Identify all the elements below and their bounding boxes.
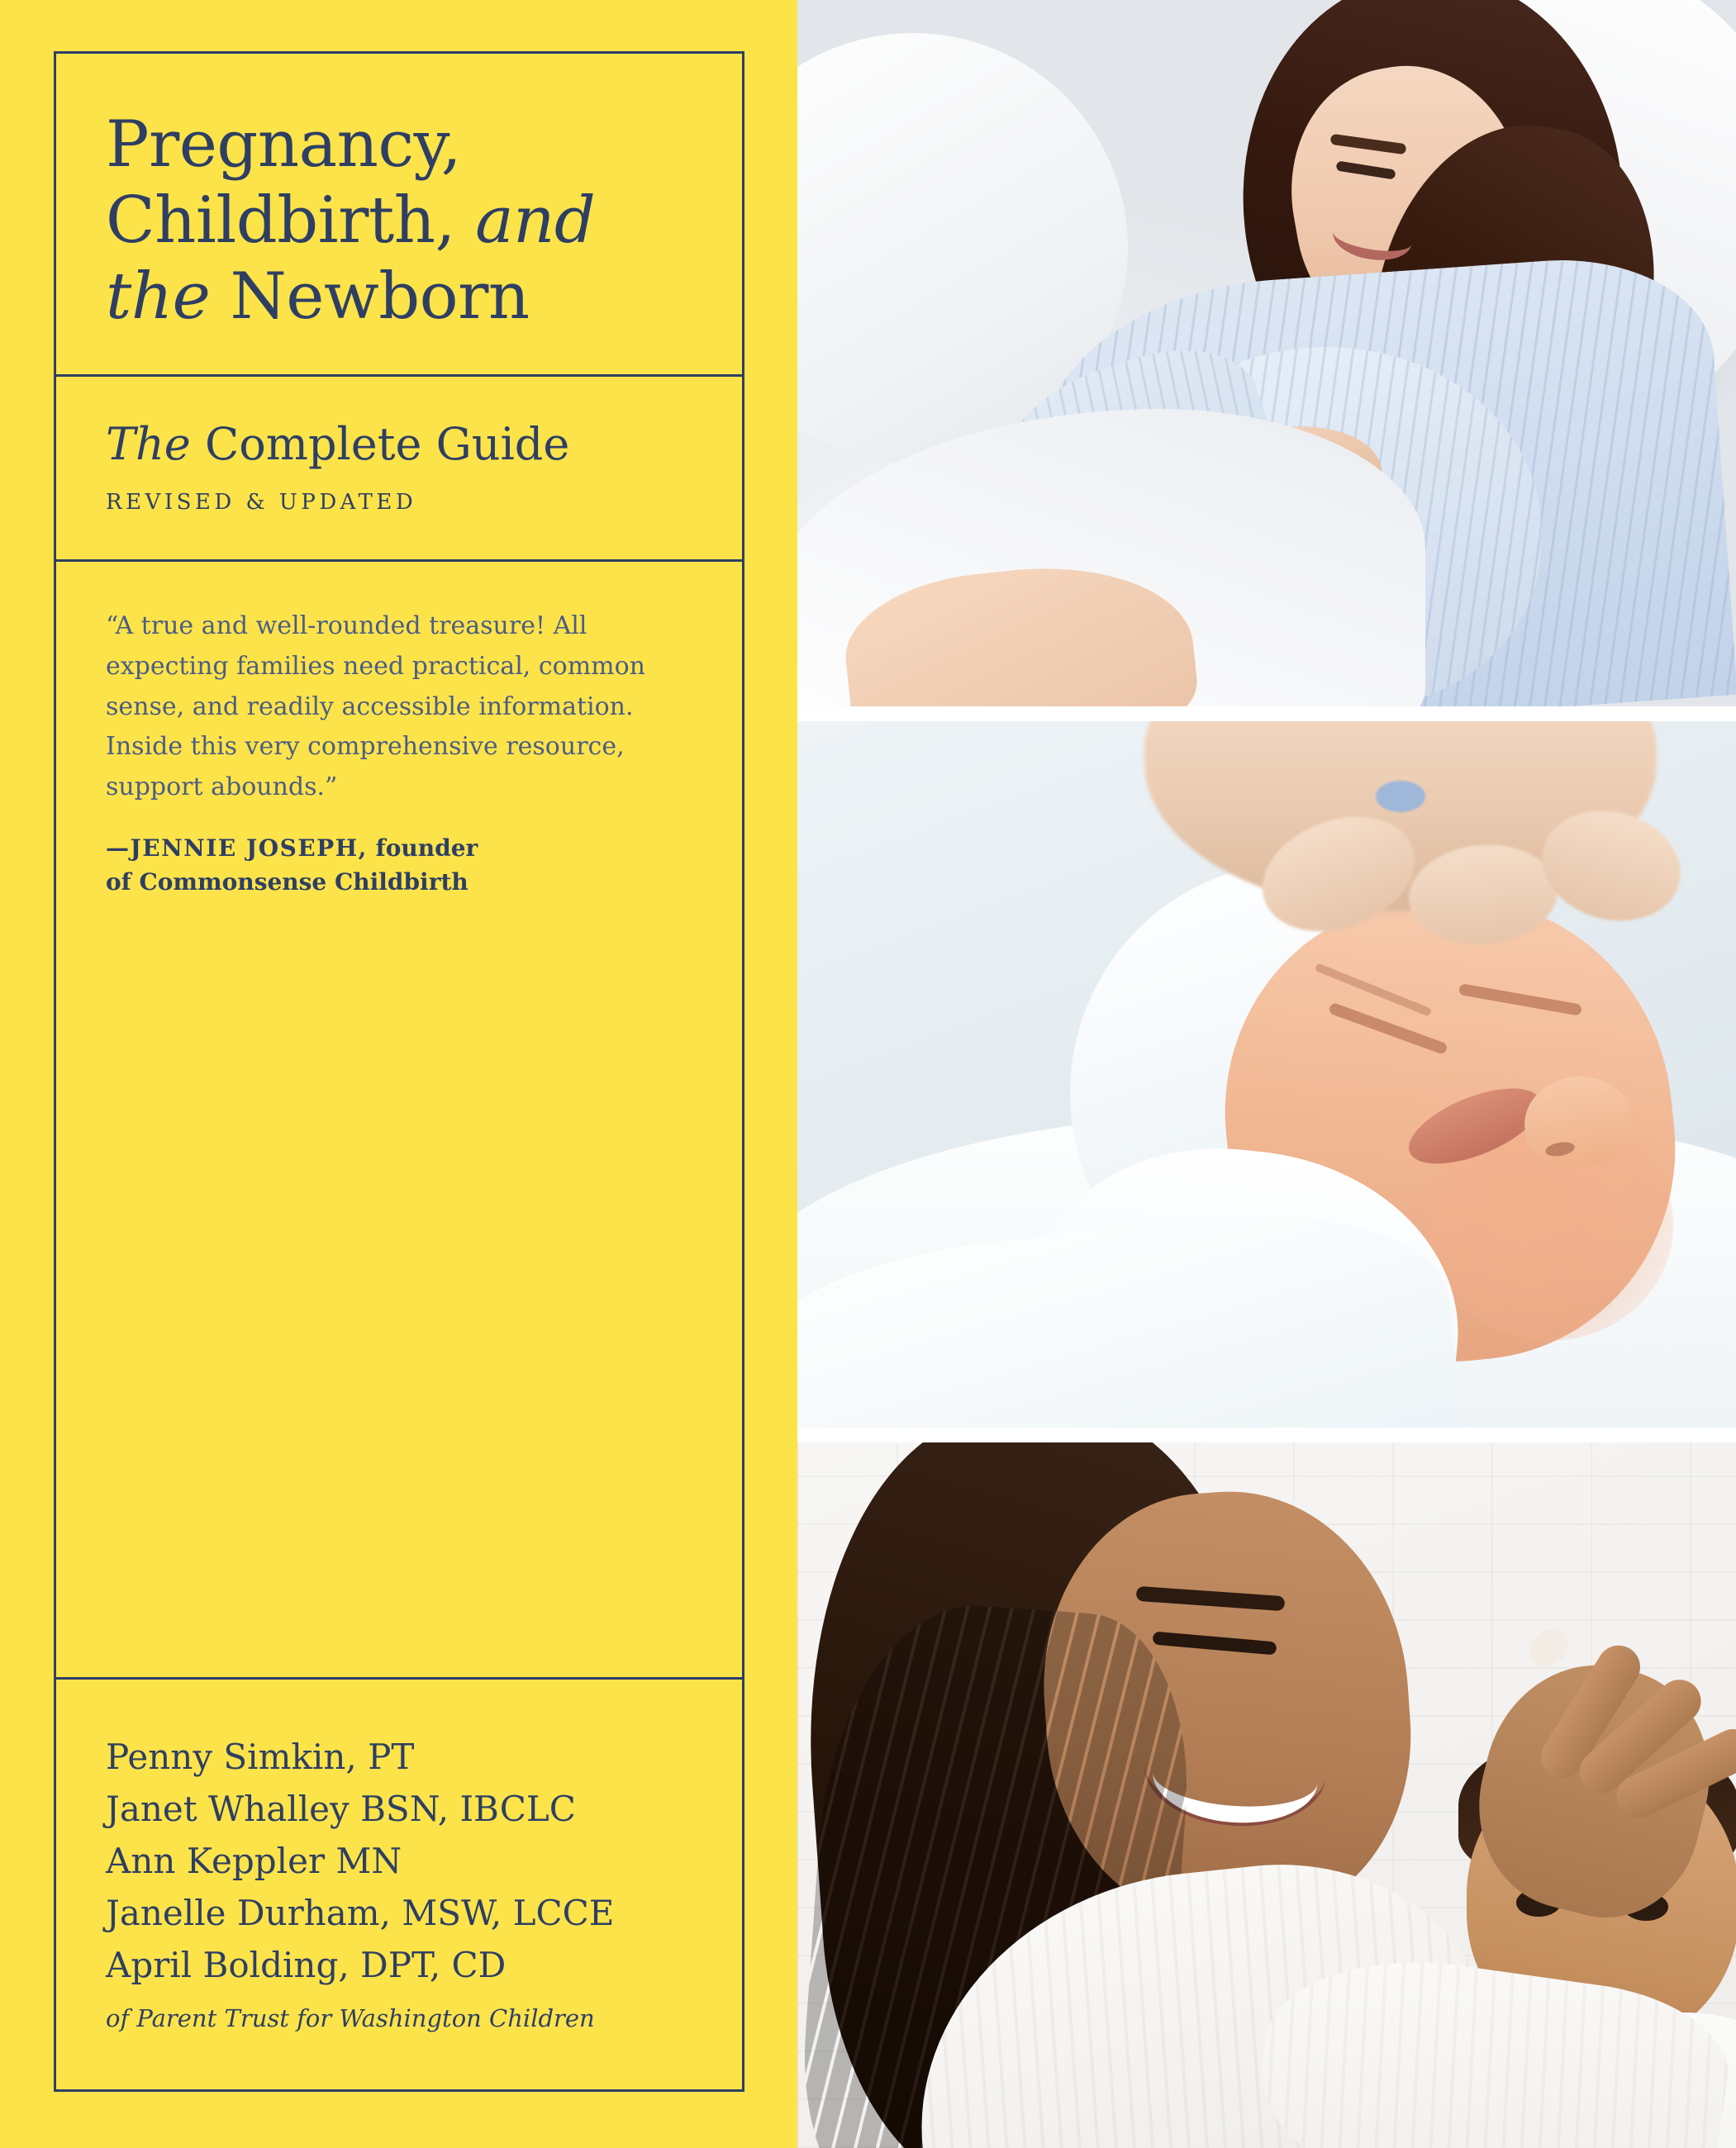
photo-newborn <box>797 721 1736 1428</box>
author-name: Ann Keppler MN <box>106 1841 402 1881</box>
edition-note: REVISED & UPDATED <box>106 490 417 516</box>
blurb-attribution <box>106 832 651 899</box>
title-line-1: Pregnancy, <box>106 107 462 182</box>
subtitle <box>106 418 692 471</box>
title-line-2: Childbirth, <box>106 183 455 259</box>
title-line-2-italic: and <box>475 183 596 259</box>
title-section <box>56 54 742 377</box>
cover-photo-column <box>797 0 1736 2148</box>
subtitle-main: Complete Guide <box>204 418 570 471</box>
authors-section <box>56 1680 742 2089</box>
cover-text-panel <box>0 0 797 2148</box>
author-organization: of Parent Trust for Washington Children <box>106 2004 595 2032</box>
subtitle-section <box>56 377 742 562</box>
subtitle-italic: The <box>106 418 191 471</box>
title-line-3-italic: the <box>106 259 211 335</box>
author-name: April Bolding, DPT, CD <box>106 1945 507 1985</box>
blurb-quote: “A true and well-rounded treasure! All expecting families need practical, common sense, and readily accessible information. Inside this very comprehensive resource, support abounds.” <box>106 611 645 801</box>
title-line-3: Newborn <box>230 259 530 335</box>
author-name: Penny Simkin, PT <box>106 1737 415 1777</box>
photo-divider <box>797 706 1736 721</box>
blurb-author-name: —JENNIE JOSEPH, <box>106 834 368 863</box>
photo-mother-and-baby <box>797 1442 1736 2148</box>
blurb-author-role: founder <box>367 834 478 863</box>
page-title <box>106 107 692 335</box>
blurb-author-org: of Commonsense Childbirth <box>106 868 468 896</box>
photo-pregnant-woman <box>797 0 1736 706</box>
photo-divider <box>797 1428 1736 1442</box>
author-name: Janet Whalley BSN, IBCLC <box>106 1789 576 1829</box>
author-name: Janelle Durham, MSW, LCCE <box>106 1893 615 1933</box>
cover-frame <box>54 51 744 2092</box>
blurb-section <box>56 562 742 1680</box>
